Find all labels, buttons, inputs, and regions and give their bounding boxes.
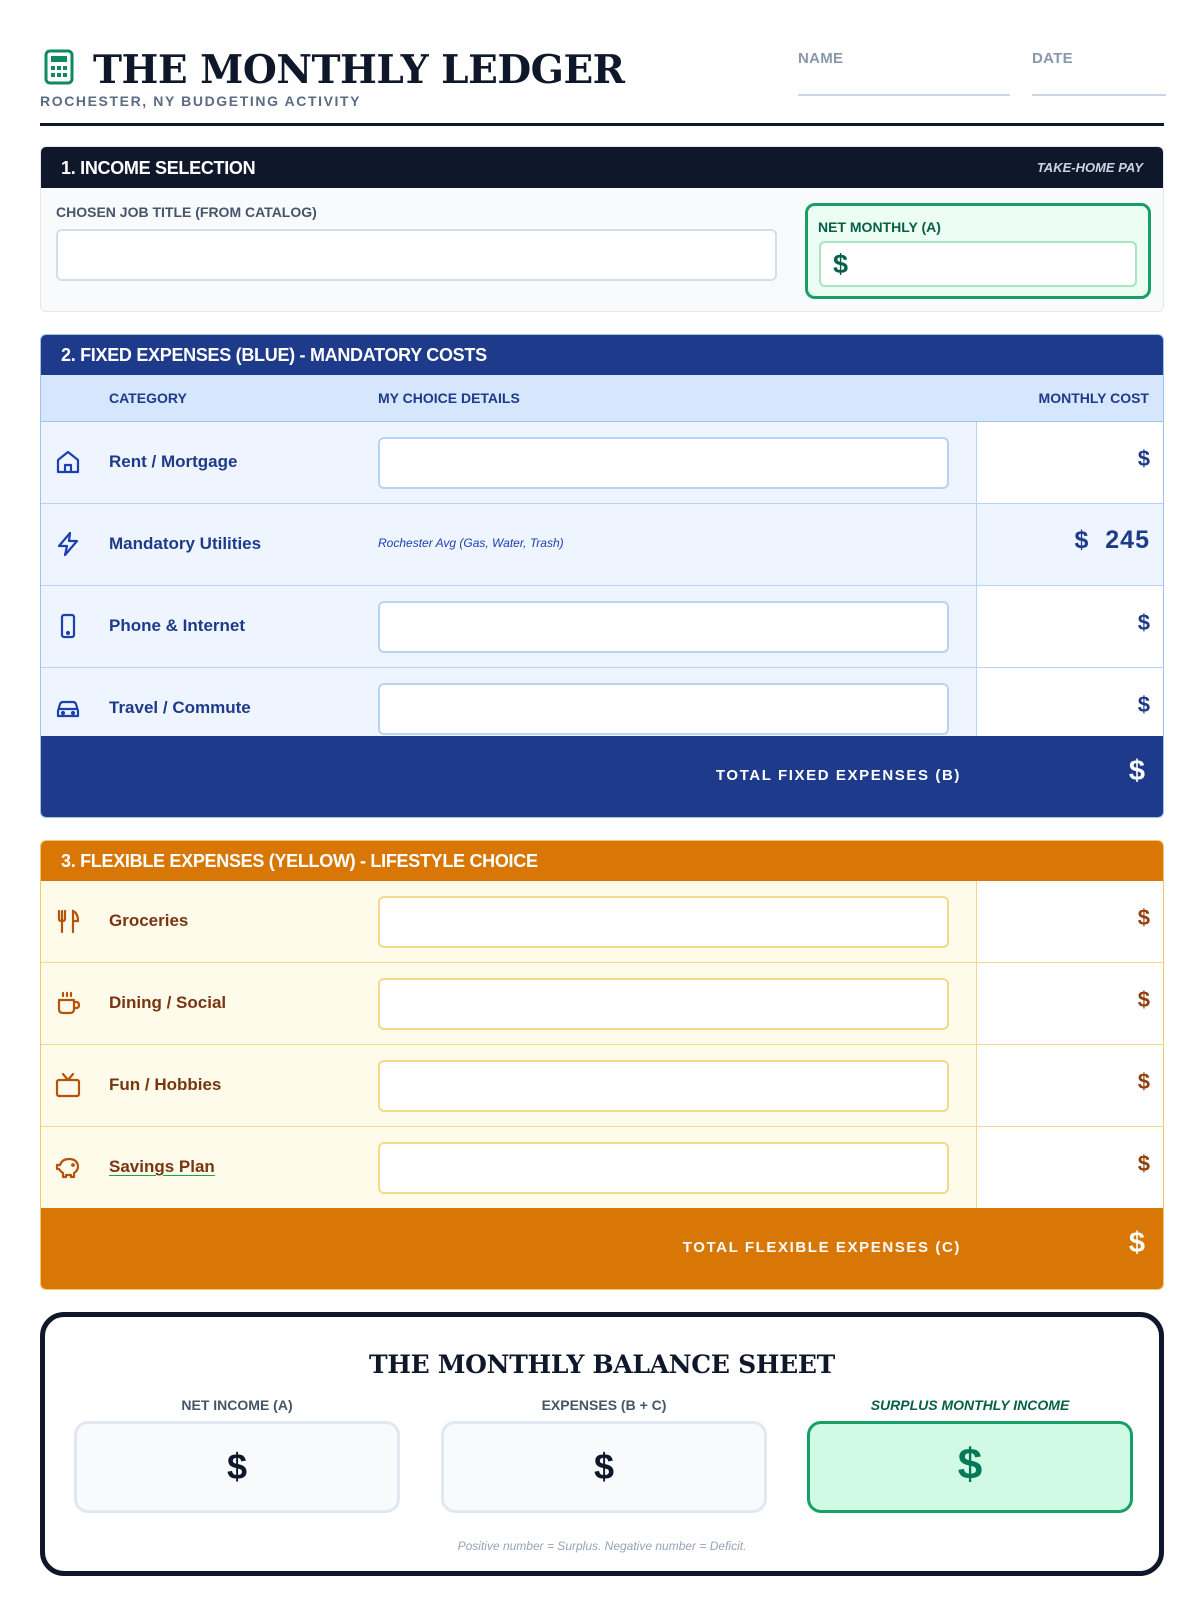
column-header-category: CATEGORY bbox=[109, 390, 187, 406]
column-header-cost: MONTHLY COST bbox=[1038, 390, 1149, 406]
savings-cost: $ bbox=[1137, 1151, 1150, 1176]
surplus-label: SURPLUS MONTHLY INCOME bbox=[870, 1397, 1070, 1413]
table-row bbox=[41, 881, 1163, 963]
calculator-icon bbox=[44, 49, 74, 85]
utilities-cost-cell bbox=[976, 504, 1164, 585]
dining-cost: $ bbox=[1137, 987, 1150, 1012]
piggy-bank-icon bbox=[54, 1153, 82, 1181]
job-title-label: CHOSEN JOB TITLE (FROM CATALOG) bbox=[56, 204, 317, 220]
fun-details-input[interactable] bbox=[378, 1060, 949, 1112]
fixed-total-value[interactable]: $ bbox=[1128, 755, 1145, 787]
phone-details-input[interactable] bbox=[378, 601, 949, 653]
net-income-box[interactable] bbox=[74, 1421, 400, 1513]
groceries-cost-cell[interactable] bbox=[976, 881, 1164, 962]
table-row bbox=[41, 586, 1163, 668]
lightning-icon bbox=[54, 530, 82, 558]
row-label: Travel / Commute bbox=[109, 698, 251, 717]
home-icon bbox=[54, 448, 82, 476]
table-row bbox=[41, 504, 1163, 586]
balance-sheet-title: THE MONTHLY BALANCE SHEET bbox=[369, 1350, 835, 1379]
table-row bbox=[41, 1045, 1163, 1127]
savings-details-input[interactable] bbox=[378, 1142, 949, 1194]
travel-details-input[interactable] bbox=[378, 683, 949, 735]
rent-cost: $ bbox=[1137, 446, 1150, 471]
phone-icon bbox=[54, 612, 82, 640]
balance-note: Positive number = Surplus. Negative number = Deficit. bbox=[457, 1539, 747, 1553]
utensils-icon bbox=[54, 907, 82, 935]
row-label: Rent / Mortgage bbox=[109, 452, 238, 471]
net-monthly-currency: $ bbox=[833, 249, 849, 279]
fun-cost: $ bbox=[1137, 1069, 1150, 1094]
rent-details-input[interactable] bbox=[378, 437, 949, 489]
row-label: Groceries bbox=[109, 911, 189, 930]
row-label: Mandatory Utilities bbox=[109, 534, 262, 553]
flexible-expenses-title: 3. FLEXIBLE EXPENSES (YELLOW) - LIFESTYLE CHOICE bbox=[61, 851, 538, 871]
table-row bbox=[41, 963, 1163, 1045]
expenses-column bbox=[441, 1397, 767, 1513]
job-title-input[interactable] bbox=[56, 229, 777, 281]
fixed-expenses-header bbox=[41, 335, 1163, 375]
net-monthly-input[interactable] bbox=[819, 241, 1137, 287]
groceries-cost: $ bbox=[1137, 905, 1150, 930]
date-field[interactable] bbox=[1032, 50, 1166, 96]
flexible-total-bar bbox=[41, 1208, 1163, 1289]
page-title: THE MONTHLY LEDGER bbox=[93, 47, 625, 93]
travel-cost: $ bbox=[1137, 692, 1150, 717]
utilities-note: Rochester Avg (Gas, Water, Trash) bbox=[378, 536, 564, 550]
table-row bbox=[41, 1127, 1163, 1209]
fixed-total-bar bbox=[41, 736, 1163, 817]
income-section-tag: TAKE-HOME PAY bbox=[1036, 160, 1143, 175]
row-label: Fun / Hobbies bbox=[109, 1075, 222, 1094]
income-section bbox=[40, 146, 1164, 312]
net-income-value: $ bbox=[226, 1446, 248, 1487]
tv-icon bbox=[54, 1071, 82, 1099]
groceries-details-input[interactable] bbox=[378, 896, 949, 948]
income-section-header bbox=[41, 147, 1163, 188]
fixed-total-label: TOTAL FIXED EXPENSES (B) bbox=[715, 767, 961, 784]
balance-sheet bbox=[40, 1312, 1164, 1576]
flexible-total-value[interactable]: $ bbox=[1128, 1227, 1145, 1259]
savings-plan-link[interactable]: Savings Plan bbox=[109, 1157, 215, 1176]
fixed-expenses-table-header bbox=[41, 375, 1163, 422]
rent-cost-cell[interactable] bbox=[976, 422, 1164, 503]
name-line[interactable] bbox=[798, 94, 1010, 96]
expenses-label: EXPENSES (B + C) bbox=[541, 1397, 667, 1413]
flexible-expenses-section bbox=[40, 840, 1164, 1290]
date-line[interactable] bbox=[1032, 94, 1166, 96]
fixed-expenses-section bbox=[40, 334, 1164, 818]
net-monthly-label: NET MONTHLY (A) bbox=[818, 219, 941, 235]
surplus-box[interactable] bbox=[807, 1421, 1133, 1513]
car-icon bbox=[54, 694, 82, 722]
phone-cost-cell[interactable] bbox=[976, 586, 1164, 667]
column-header-details: MY CHOICE DETAILS bbox=[378, 390, 520, 406]
date-label: DATE bbox=[1032, 50, 1073, 67]
flexible-total-label: TOTAL FLEXIBLE EXPENSES (C) bbox=[682, 1239, 961, 1256]
row-label: Dining / Social bbox=[109, 993, 227, 1012]
expenses-value: $ bbox=[593, 1446, 615, 1487]
dining-details-input[interactable] bbox=[378, 978, 949, 1030]
coffee-cup-icon bbox=[54, 989, 82, 1017]
savings-cost-cell[interactable] bbox=[976, 1127, 1164, 1209]
fun-cost-cell[interactable] bbox=[976, 1045, 1164, 1126]
expenses-box[interactable] bbox=[441, 1421, 767, 1513]
phone-cost: $ bbox=[1137, 610, 1150, 635]
flexible-expenses-header bbox=[41, 841, 1163, 881]
surplus-value: $ bbox=[957, 1440, 983, 1489]
surplus-column bbox=[807, 1397, 1133, 1513]
dining-cost-cell[interactable] bbox=[976, 963, 1164, 1044]
income-section-title: 1. INCOME SELECTION bbox=[61, 158, 256, 178]
table-row bbox=[41, 422, 1163, 504]
net-monthly-box bbox=[805, 203, 1151, 299]
row-label: Phone & Internet bbox=[109, 616, 246, 635]
net-income-column bbox=[74, 1397, 400, 1513]
fixed-expenses-title: 2. FIXED EXPENSES (BLUE) - MANDATORY COSTS bbox=[61, 345, 487, 365]
name-field[interactable] bbox=[798, 50, 1010, 96]
name-label: NAME bbox=[798, 50, 844, 67]
page-subtitle: ROCHESTER, NY BUDGETING ACTIVITY bbox=[40, 93, 362, 109]
page-header bbox=[40, 40, 1164, 126]
net-income-label: NET INCOME (A) bbox=[181, 1397, 293, 1413]
utilities-cost: $ 245 bbox=[1074, 526, 1150, 554]
